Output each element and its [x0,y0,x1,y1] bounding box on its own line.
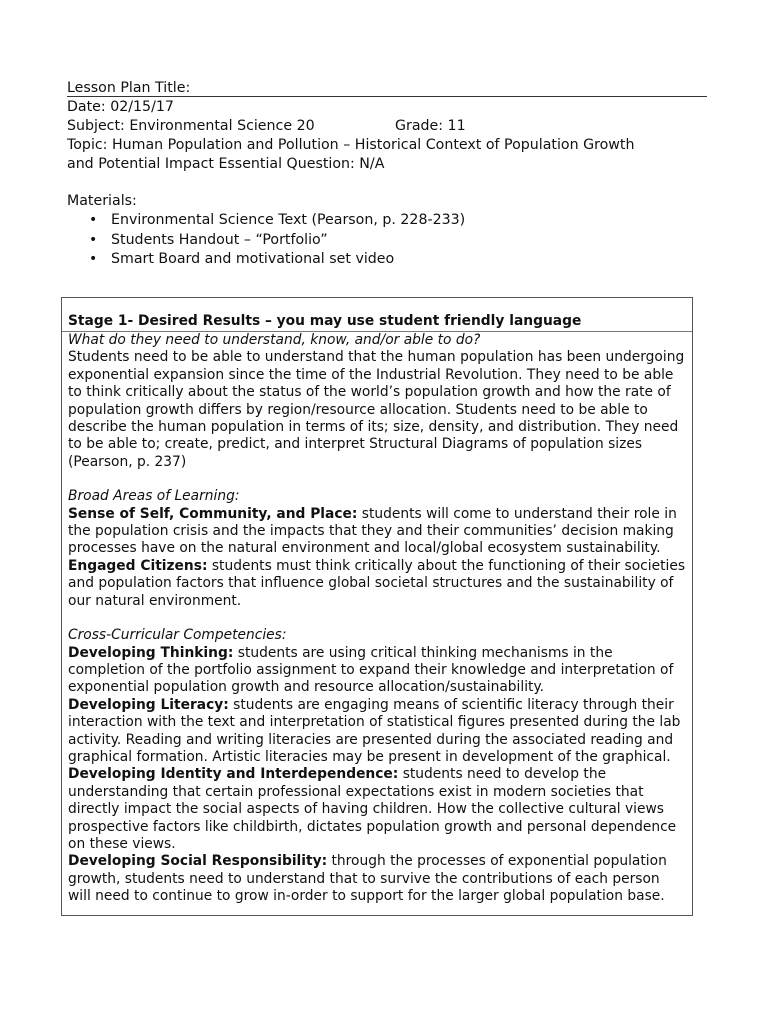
understand-prompt: What do they need to understand, know, and/or able to do? [68,332,481,348]
title-underline [67,96,707,97]
stage1-title: Stage 1- Desired Results – you may use student friendly language [68,313,582,329]
competency-text: students need to develop the understanding that certain professional expectations exist in modern societies that directly impact the social aspects of having children. How the collective cultural views prospective factors like childbirth, dictates population growth and personal dependence on these views. [68,766,677,852]
understand-text: Students need to be able to understand that the human population has been undergoing exponential expansion since the time of the Industrial Revolution. They need to be able to think critically about the status of the world’s population growth and how the rate of population growth differs by region/resource allocation. Students need to be able to describe the human population in terms of its; size, density, and distribution. They need to be able to; create, predict, and interpret Structural Diagrams of population sizes (Pearson, p. 237) [68,349,685,470]
lesson-plan-title-label: Lesson Plan Title: [67,80,191,96]
spacer [68,610,686,627]
grade-text: Grade: 11 [395,118,466,134]
topic-line-1: Topic: Human Population and Pollution – Historical Context of Population Growth [67,137,635,153]
broad-areas-label: Broad Areas of Learning: [68,488,240,505]
broad-area-heading: Engaged Citizens: [68,557,208,574]
broad-area-item [68,506,686,558]
competencies-label: Cross-Curricular Competencies: [68,627,287,644]
competency-item [68,853,686,905]
competency-item [68,697,686,767]
materials-list [67,211,707,270]
lesson-header [67,79,707,270]
competency-text: students are engaging means of scientific literacy through their interaction with the text and interpretation of statistical figures presented during the lab activity. Reading and writing literacies are presented during the associated reading and graphical formation. Artistic literacies may be present in development of the graphical. [68,696,681,765]
stage1-header [62,298,692,332]
competency-item [68,766,686,853]
subject-text: Subject: Environmental Science 20 [67,118,315,134]
materials-item: • Smart Board and motivational set video [111,250,707,270]
stage1-content [68,332,686,906]
competency-text: students are using critical thinking mechanisms in the completion of the portfolio assignment to expand their knowledge and interpretation of exponential population growth and resource allocation/sustainability. [68,644,674,696]
materials-item: • Environmental Science Text (Pearson, p. 228-233) [111,211,707,231]
competency-text: through the processes of exponential population growth, students need to understand that to survive the contributions of each person will need to continue to grow in-order to support for the larger global population base. [68,853,667,905]
lesson-plan-title-row [67,79,707,98]
competency-heading: Developing Literacy: [68,696,229,713]
stage1-box [61,297,693,916]
broad-area-text: students will come to understand their role in the population crisis and the impacts that they and their communities’ decision making processes have on the natural environment and local/global ecosystem sustainability. [68,505,677,557]
materials-section [67,192,707,270]
spacer [68,471,686,488]
topic-line-2: and Potential Impact Essential Question: N/A [67,156,385,172]
competency-heading: Developing Identity and Interdependence: [68,766,399,783]
competency-heading: Developing Thinking: [68,644,234,661]
materials-item: • Students Handout – “Portfolio” [111,231,707,251]
broad-area-item [68,558,686,610]
date-line: Date: 02/15/17 [67,99,174,115]
materials-label: Materials: [67,193,137,209]
subject-grade-row [67,117,707,136]
broad-area-heading: Sense of Self, Community, and Place: [68,505,358,522]
competency-item [68,645,686,697]
competency-heading: Developing Social Responsibility: [68,853,328,870]
broad-area-text: students must think critically about the functioning of their societies and population factors that influence global societal structures and the sustainability of our natural environment. [68,557,686,609]
